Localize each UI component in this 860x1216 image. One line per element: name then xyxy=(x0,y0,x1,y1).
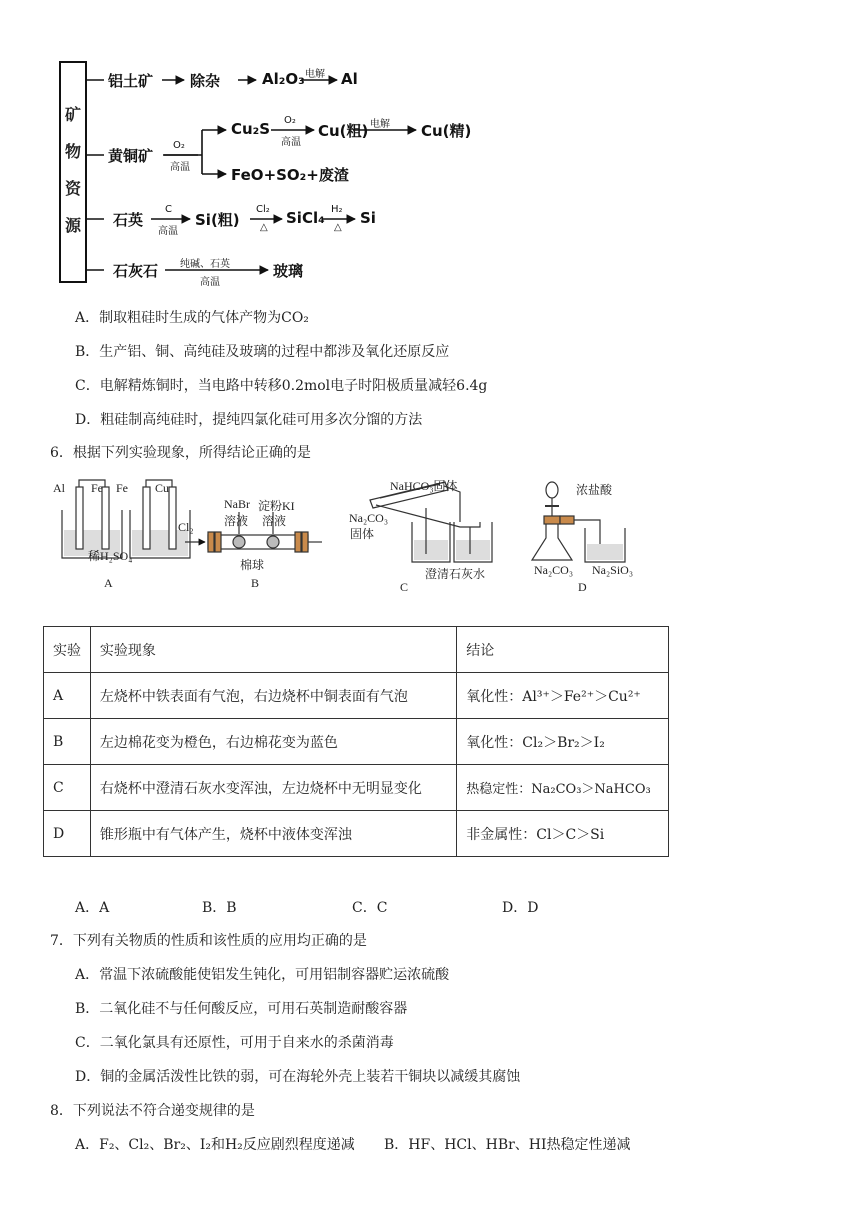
vertical-label-char: 矿 xyxy=(64,105,81,124)
q5-option-b: B．生产铝、铜、高纯硅及玻璃的过程中都涉及氧化还原反应 xyxy=(75,344,450,360)
flow-node: 石英 xyxy=(113,211,144,229)
fig-b-gas: Cl₂ xyxy=(178,520,194,534)
table-cell: B xyxy=(44,719,91,765)
fig-b-cotton: 棉球 xyxy=(240,558,265,572)
fig-b-reagent: NaBr xyxy=(224,497,250,511)
flow-node: 除杂 xyxy=(190,72,221,90)
q8-option-a: A．F₂、Cl₂、Br₂、I₂和H₂反应剧烈程度递减 xyxy=(75,1137,355,1153)
table-row xyxy=(44,811,669,857)
fig-d-label: Na₂SiO₃ xyxy=(592,563,634,577)
fig-a-solution: 稀H₂SO₄ xyxy=(88,549,133,563)
flow-node: 黄铜矿 xyxy=(108,147,154,165)
fig-b-reagent: 淀粉KI xyxy=(258,499,295,513)
fig-a-letter: A xyxy=(104,576,113,590)
q7-option-a: A．常温下浓硫酸能使铝发生钝化，可用铝制容器贮运浓硫酸 xyxy=(75,967,450,983)
flow-condition: 电解 xyxy=(305,69,325,80)
flow-node: 铝土矿 xyxy=(108,72,154,90)
q8-stem: 8．下列说法不符合递变规律的是 xyxy=(50,1103,255,1119)
flow-condition: 电解 xyxy=(370,119,390,130)
flow-node: Al xyxy=(341,70,358,88)
table-cell: C xyxy=(44,765,91,811)
fig-a-electrode: Al xyxy=(53,481,65,495)
fig-c-label: NaHCO₃固体 xyxy=(390,479,458,493)
flow-condition: O₂ xyxy=(284,115,296,126)
flow-node: Cu(粗) xyxy=(318,122,369,140)
fig-c-letter: C xyxy=(400,580,409,594)
vertical-label-char: 资 xyxy=(64,179,81,198)
fig-c-label: Na₂CO₃ xyxy=(349,511,389,525)
flow-condition: 高温 xyxy=(158,226,178,237)
q5-option-c: C．电解精炼铜时，当电路中转移0.2mol电子时阳极质量减轻6.4g xyxy=(75,378,488,394)
flow-node: 玻璃 xyxy=(273,262,304,280)
fig-a-electrode: Fe xyxy=(116,481,128,495)
table-cell: 右烧杯中澄清石灰水变浑浊，左边烧杯中无明显变化 xyxy=(90,765,456,811)
table-row xyxy=(44,673,669,719)
q7-option-c: C．二氧化氯具有还原性，可用于自来水的杀菌消毒 xyxy=(75,1035,394,1051)
flow-condition: 高温 xyxy=(170,162,190,173)
table-cell: 热稳定性：Na₂CO₃＞NaHCO₃ xyxy=(457,765,669,811)
table-header-cell: 实验 xyxy=(44,627,91,673)
table-cell: 氧化性：Cl₂＞Br₂＞I₂ xyxy=(457,719,669,765)
vertical-label-char: 源 xyxy=(64,216,81,235)
table-cell: D xyxy=(44,811,91,857)
flow-condition: H₂ xyxy=(331,204,343,215)
flow-condition: O₂ xyxy=(173,140,185,151)
fig-c-label: 固体 xyxy=(350,527,375,541)
fig-d-label: Na₂CO₃ xyxy=(534,563,574,577)
flow-node: 石灰石 xyxy=(113,262,159,280)
q5-option-a: A．制取粗硅时生成的气体产物为CO₂ xyxy=(75,310,309,326)
flow-condition: C xyxy=(165,204,172,215)
q7-option-b: B．二氧化硅不与任何酸反应，可用石英制造耐酸容器 xyxy=(75,1001,408,1017)
q6-stem: 6．根据下列实验现象，所得结论正确的是 xyxy=(50,445,311,461)
flow-node: SiCl₄ xyxy=(286,209,325,227)
flow-condition: △ xyxy=(260,222,268,233)
table-cell: 左烧杯中铁表面有气泡，右边烧杯中铜表面有气泡 xyxy=(90,673,456,719)
q6-option-d: D．D xyxy=(502,900,539,916)
q6-option-c: C．C xyxy=(352,900,388,916)
table-cell: 非金属性：Cl＞C＞Si xyxy=(457,811,669,857)
flow-node: Si xyxy=(360,209,376,227)
fig-a-electrode: Cu xyxy=(155,481,170,495)
q6-experiment-table xyxy=(43,626,669,857)
q5-option-d: D．粗硅制高纯硅时，提纯四氯化硅可用多次分馏的方法 xyxy=(75,412,423,428)
table-header-cell: 结论 xyxy=(457,627,669,673)
table-header-row xyxy=(44,627,669,673)
fig-b-letter: B xyxy=(251,576,260,590)
flow-node: Cu₂S xyxy=(231,120,271,138)
fig-a-electrode: Fe xyxy=(91,481,103,495)
fig-b-reagent: 溶液 xyxy=(224,514,249,528)
q6-option-b: B．B xyxy=(202,900,237,916)
q7-option-d: D．铜的金属活泼性比铁的弱，可在海轮外壳上装若干铜块以减缓其腐蚀 xyxy=(75,1069,521,1085)
table-row xyxy=(44,719,669,765)
fig-d-letter: D xyxy=(578,580,587,594)
flow-condition: 高温 xyxy=(281,137,301,148)
table-header-cell: 实验现象 xyxy=(90,627,456,673)
flow-node: Al₂O₃ xyxy=(262,70,305,88)
flow-condition: Cl₂ xyxy=(256,204,270,215)
fig-b-reagent: 溶液 xyxy=(262,514,287,528)
flow-node: Si(粗) xyxy=(195,211,240,229)
flow-node: FeO+SO₂+废渣 xyxy=(231,166,349,184)
q8-option-b: B．HF、HCl、HBr、HI热稳定性递减 xyxy=(384,1137,631,1153)
vertical-label-char: 物 xyxy=(64,142,81,161)
table-cell: 左边棉花变为橙色，右边棉花变为蓝色 xyxy=(90,719,456,765)
table-cell: A xyxy=(44,673,91,719)
flow-condition: 高温 xyxy=(200,277,220,288)
table-cell: 锥形瓶中有气体产生，烧杯中液体变浑浊 xyxy=(90,811,456,857)
table-row xyxy=(44,765,669,811)
flow-condition: 纯碱、石英 xyxy=(180,259,230,270)
q6-option-a: A．A xyxy=(75,900,110,916)
fig-d-label: 浓盐酸 xyxy=(576,483,613,497)
table-cell: 氧化性：Al³⁺＞Fe²⁺＞Cu²⁺ xyxy=(457,673,669,719)
flow-condition: △ xyxy=(334,222,342,233)
flow-node: Cu(精) xyxy=(421,122,472,140)
fig-c-label: 澄清石灰水 xyxy=(425,567,486,581)
q7-stem: 7．下列有关物质的性质和该性质的应用均正确的是 xyxy=(50,933,367,949)
